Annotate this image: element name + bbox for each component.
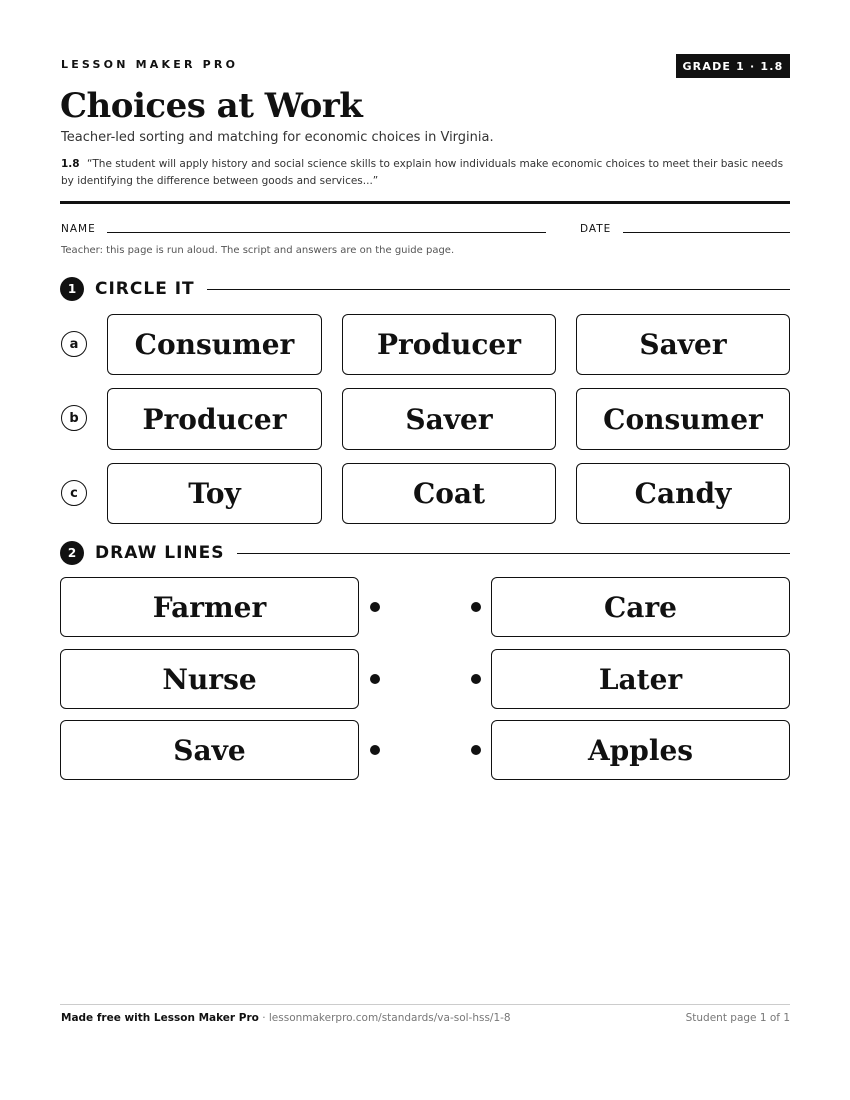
footer-made-by: Made free with Lesson Maker Pro bbox=[61, 1012, 259, 1024]
match-left-dot[interactable] bbox=[370, 745, 380, 755]
match-right-dot[interactable] bbox=[471, 745, 481, 755]
circle-option-box[interactable]: Saver bbox=[576, 314, 790, 375]
section-circle-it-header bbox=[60, 277, 790, 301]
circle-option-box[interactable]: Producer bbox=[342, 314, 556, 375]
grade-badge: GRADE 1 · 1.8 bbox=[676, 54, 790, 78]
row-letter-a: a bbox=[61, 331, 87, 357]
header-divider bbox=[60, 201, 790, 204]
circle-option-box[interactable]: Toy bbox=[107, 463, 322, 524]
name-field[interactable] bbox=[107, 232, 546, 233]
section-rule bbox=[237, 553, 790, 554]
teacher-note: Teacher: this page is run aloud. The script and answers are on the guide page. bbox=[61, 245, 455, 256]
circle-option-box[interactable]: Consumer bbox=[107, 314, 322, 375]
name-label: NAME bbox=[61, 223, 96, 235]
match-right-box[interactable]: Apples bbox=[491, 720, 790, 780]
standard-text: “The student will apply history and social science skills to explain how individuals make economic choices to meet their basic needs by identifying the difference between goods and services...” bbox=[61, 158, 784, 187]
footer-separator: · bbox=[258, 1012, 269, 1024]
page-subtitle: Teacher-led sorting and matching for economic choices in Virginia. bbox=[61, 130, 494, 145]
footer-url[interactable]: lessonmakerpro.com/standards/va-sol-hss/1-8 bbox=[268, 1012, 511, 1024]
match-right-dot[interactable] bbox=[471, 602, 481, 612]
match-left-box[interactable]: Farmer bbox=[60, 577, 359, 637]
footer-page-label: Student page 1 of 1 bbox=[685, 1012, 790, 1024]
standard-code: 1.8 bbox=[61, 158, 80, 170]
section-number-badge: 2 bbox=[60, 541, 84, 565]
match-right-box[interactable]: Later bbox=[491, 649, 790, 709]
circle-option-box[interactable]: Coat bbox=[342, 463, 556, 524]
row-letter-c: c bbox=[61, 480, 87, 506]
match-right-box[interactable]: Care bbox=[491, 577, 790, 637]
match-right-dot[interactable] bbox=[471, 674, 481, 684]
circle-option-box[interactable]: Producer bbox=[107, 388, 322, 450]
row-letter-b: b bbox=[61, 405, 87, 431]
footer-credit bbox=[61, 1012, 511, 1024]
section-draw-lines-header bbox=[60, 541, 790, 565]
circle-option-box[interactable]: Candy bbox=[576, 463, 790, 524]
match-left-box[interactable]: Save bbox=[60, 720, 359, 780]
brand-name: LESSON MAKER PRO bbox=[61, 58, 239, 71]
match-left-box[interactable]: Nurse bbox=[60, 649, 359, 709]
section-number-badge: 1 bbox=[60, 277, 84, 301]
circle-option-box[interactable]: Saver bbox=[342, 388, 556, 450]
standard-statement bbox=[61, 156, 796, 190]
circle-option-box[interactable]: Consumer bbox=[576, 388, 790, 450]
page-title: Choices at Work bbox=[60, 86, 363, 126]
section-title: CIRCLE IT bbox=[95, 279, 195, 299]
match-left-dot[interactable] bbox=[370, 674, 380, 684]
match-left-dot[interactable] bbox=[370, 602, 380, 612]
section-rule bbox=[207, 289, 790, 290]
date-field[interactable] bbox=[623, 232, 790, 233]
section-title: DRAW LINES bbox=[95, 543, 225, 563]
footer-divider bbox=[60, 1004, 790, 1005]
date-label: DATE bbox=[580, 223, 612, 235]
